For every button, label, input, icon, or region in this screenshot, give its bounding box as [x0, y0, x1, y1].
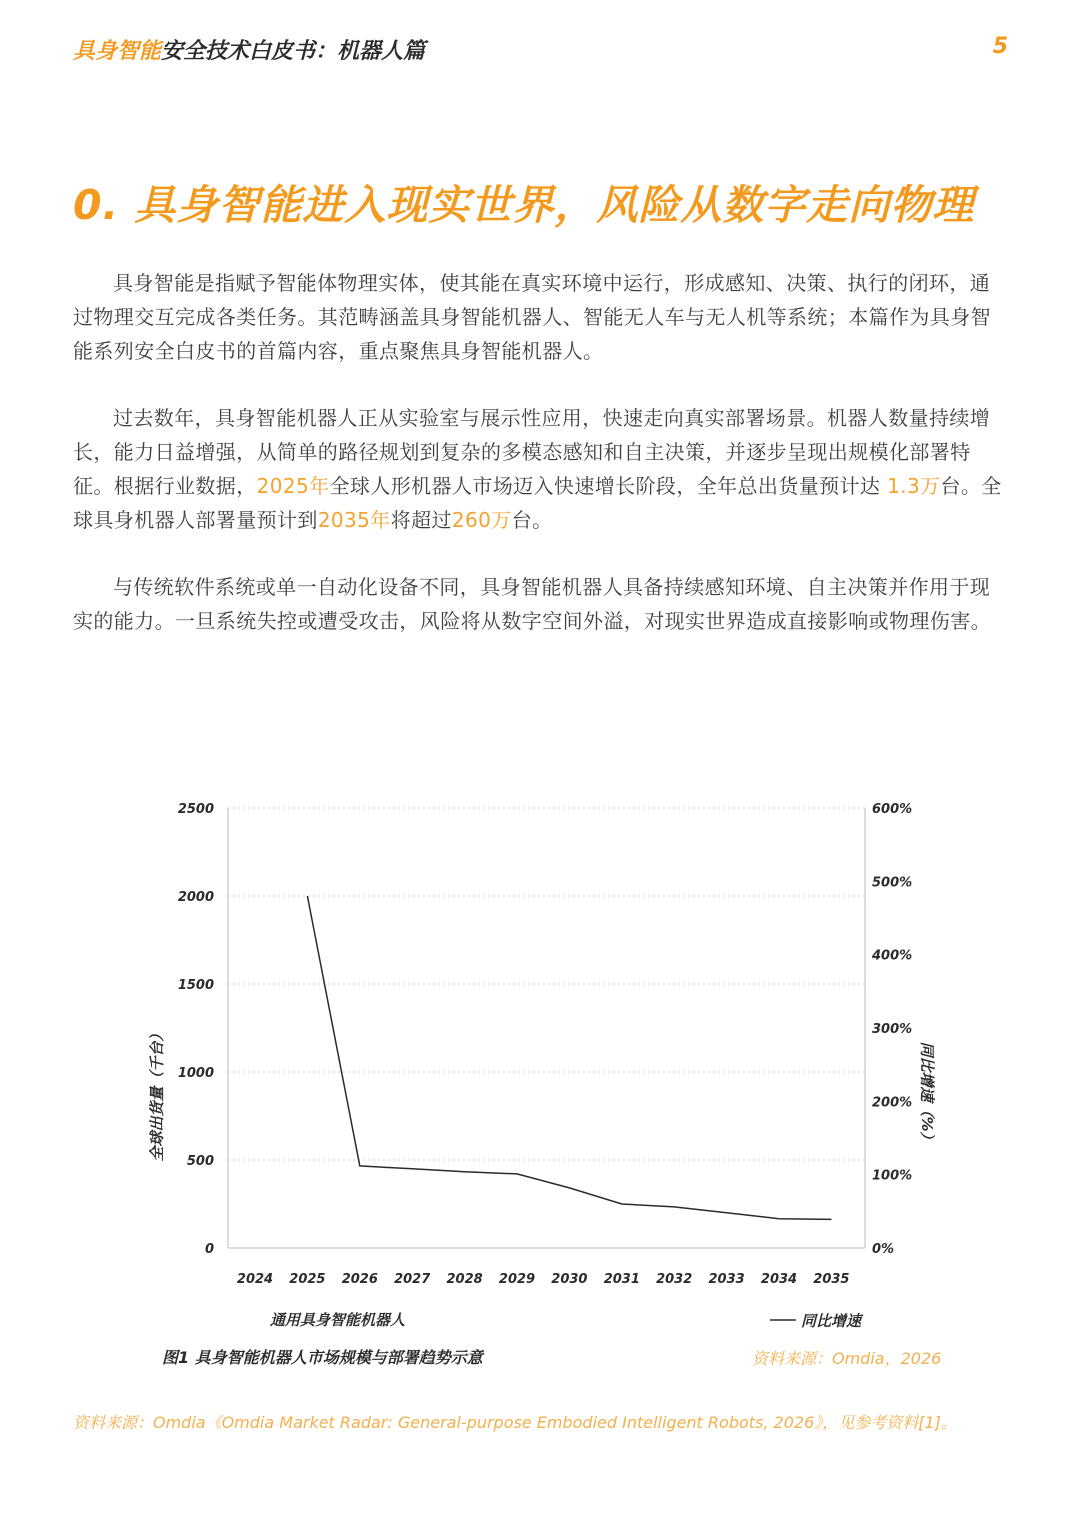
p2-text-e: 台。 — [511, 508, 553, 532]
market-chart — [0, 770, 1080, 1340]
legend-line-label: 同比增速 — [801, 1312, 862, 1330]
x-tick-label: 2029 — [498, 1272, 536, 1287]
right-axis-label: 同比增速（%） — [918, 1041, 936, 1147]
x-tick-label: 2033 — [708, 1272, 745, 1287]
left-tick-label: 0 — [204, 1242, 214, 1257]
left-tick-label: 1000 — [177, 1066, 214, 1081]
header-title: 安全技术白皮书：机器人篇 — [161, 39, 426, 64]
p2-highlight-year-2025: 2025年 — [256, 474, 330, 498]
p2-highlight-deployment: 260万 — [451, 508, 512, 532]
running-header — [73, 34, 425, 65]
right-axis-ticks — [871, 802, 912, 1257]
footnote: 资料来源：Omdia《Omdia Market Radar: General-purpose Embodied Intelligent Robots, 2026》，见参考资料[1]。 — [73, 1413, 957, 1432]
left-axis-label: 全球出货量（千台） — [148, 1026, 166, 1162]
header-accent: 具身智能 — [73, 39, 162, 64]
chart-grid — [228, 808, 865, 1160]
left-tick-label: 2000 — [177, 890, 214, 905]
right-tick-label: 400% — [872, 948, 913, 964]
x-tick-label: 2032 — [656, 1272, 693, 1287]
p2-highlight-year-2035: 2035年 — [317, 508, 391, 532]
x-tick-label: 2024 — [236, 1272, 274, 1287]
paragraph-2 — [73, 401, 1007, 537]
x-tick-label: 2030 — [551, 1272, 588, 1287]
right-tick-label: 200% — [872, 1095, 913, 1111]
paragraph-3: 与传统软件系统或单一自动化设备不同，具身智能机器人具备持续感知环境、自主决策并作用于现实的能力。一旦系统失控或遭受攻击，风险将从数字空间外溢，对现实世界造成直接影响或物理伤害。 — [73, 575, 991, 633]
x-tick-label: 2035 — [813, 1272, 850, 1287]
growth-rate-line — [307, 896, 831, 1219]
x-tick-label: 2025 — [289, 1272, 326, 1287]
legend-bar-label: 通用具身智能机器人 — [270, 1311, 406, 1329]
x-tick-label: 2031 — [603, 1272, 640, 1287]
left-tick-label: 2500 — [177, 802, 214, 817]
p2-text-b: 全球人形机器人市场迈入快速增长阶段，全年总出货量预计达 — [329, 474, 888, 498]
left-axis-ticks — [178, 802, 214, 1257]
x-tick-label: 2034 — [760, 1272, 798, 1287]
x-axis-ticks — [237, 1272, 850, 1287]
figure-caption: 图1 具身智能机器人市场规模与部署趋势示意 — [162, 1348, 483, 1367]
left-tick-label: 500 — [186, 1154, 214, 1169]
x-tick-label: 2027 — [394, 1272, 431, 1287]
x-tick-label: 2026 — [341, 1272, 378, 1287]
p2-text-c: 台。全球具身机器人部署量预计到 — [73, 474, 1002, 532]
left-tick-label: 1500 — [177, 978, 214, 993]
p2-text-d: 将超过 — [390, 508, 452, 532]
right-tick-label: 600% — [872, 802, 913, 817]
x-tick-label: 2028 — [446, 1272, 483, 1287]
right-tick-label: 100% — [872, 1168, 913, 1184]
p2-highlight-shipments: 1.3万 — [887, 474, 941, 498]
right-tick-label: 300% — [872, 1022, 913, 1037]
section-title: 0. 具身智能进入现实世界，风险从数字走向物理 — [73, 181, 975, 229]
page-number: 5 — [992, 34, 1008, 59]
right-tick-label: 500% — [872, 875, 913, 891]
right-tick-label: 0% — [872, 1242, 895, 1257]
paragraph-1: 具身智能是指赋予智能体物理实体，使其能在真实环境中运行，形成感知、决策、执行的闭环，通过物理交互完成各类任务。其范畴涵盖具身智能机器人、智能无人车与无人机等系统；本篇作为具身智能系列安全白皮书的首篇内容，重点聚焦具身智能机器人。 — [73, 271, 991, 363]
chart-source: 资料来源：Omdia，2026 — [752, 1349, 942, 1368]
p2-text-a: 过去数年，具身智能机器人正从实验室与展示性应用，快速走向真实部署场景。机器人数量持续增长，能力日益增强，从简单的路径规划到复杂的多模态感知和自主决策，并逐步呈现出规模化部署特征。根据行业数据， — [73, 406, 991, 498]
